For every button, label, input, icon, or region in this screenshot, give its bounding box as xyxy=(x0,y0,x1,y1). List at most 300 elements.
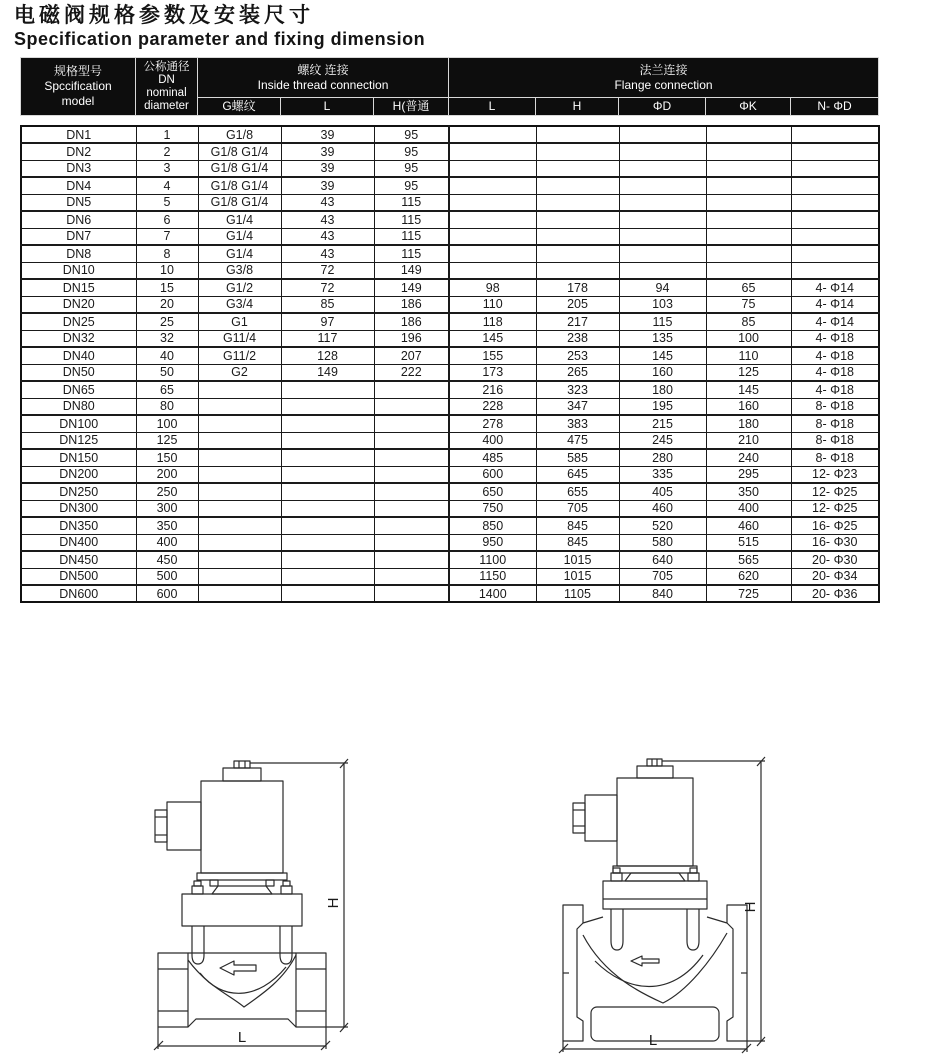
table-cell: 840 xyxy=(619,585,706,602)
table-cell: 118 xyxy=(449,313,536,330)
table-cell: DN150 xyxy=(21,449,136,466)
header-thread-l: L xyxy=(281,98,374,116)
table-cell: 195 xyxy=(619,398,706,415)
table-cell: 216 xyxy=(449,381,536,398)
table-cell: 12- Φ25 xyxy=(791,483,879,500)
table-cell xyxy=(374,381,449,398)
table-cell xyxy=(791,177,879,194)
table-cell xyxy=(706,160,791,177)
table-cell: G3/4 xyxy=(198,296,281,313)
solenoid-coil xyxy=(617,778,693,866)
table-row xyxy=(21,126,879,143)
table-cell: 160 xyxy=(619,364,706,381)
table-cell: 4- Φ18 xyxy=(791,364,879,381)
table-cell: 245 xyxy=(619,432,706,449)
flow-arrow xyxy=(631,956,659,966)
table-cell: 150 xyxy=(136,449,198,466)
table-cell: 20- Φ36 xyxy=(791,585,879,602)
table-cell: 25 xyxy=(136,313,198,330)
table-cell: 115 xyxy=(374,211,449,228)
table-cell: 16- Φ30 xyxy=(791,534,879,551)
table-cell: 125 xyxy=(136,432,198,449)
table-cell xyxy=(198,398,281,415)
table-cell: 39 xyxy=(281,126,374,143)
table-cell xyxy=(281,568,374,585)
table-row xyxy=(21,568,879,585)
table-cell: 43 xyxy=(281,194,374,211)
threaded-valve-drawing xyxy=(122,755,367,1055)
header-dn-l3: diameter xyxy=(144,99,189,112)
table-cell: 585 xyxy=(536,449,619,466)
table-cell: 110 xyxy=(706,347,791,364)
table-cell: G3/8 xyxy=(198,262,281,279)
spec-table-body xyxy=(21,126,879,602)
table-cell: 207 xyxy=(374,347,449,364)
table-cell: 16- Φ25 xyxy=(791,517,879,534)
table-cell: 135 xyxy=(619,330,706,347)
table-cell: DN25 xyxy=(21,313,136,330)
table-cell xyxy=(791,228,879,245)
table-cell: 350 xyxy=(136,517,198,534)
table-cell: 460 xyxy=(619,500,706,517)
header-model-en: Spccification xyxy=(44,79,112,94)
table-cell xyxy=(619,211,706,228)
table-cell xyxy=(706,245,791,262)
table-cell xyxy=(449,211,536,228)
page-header xyxy=(0,0,946,50)
table-cell: 15 xyxy=(136,279,198,296)
table-cell xyxy=(198,585,281,602)
table-cell: 6 xyxy=(136,211,198,228)
table-cell xyxy=(706,228,791,245)
table-cell: DN1 xyxy=(21,126,136,143)
header-flange-en: Flange connection xyxy=(614,77,713,92)
table-cell: 95 xyxy=(374,143,449,160)
table-row xyxy=(21,398,879,415)
table-cell: DN2 xyxy=(21,143,136,160)
header-flange-d: ΦD xyxy=(619,98,706,116)
table-cell: DN80 xyxy=(21,398,136,415)
table-cell xyxy=(449,194,536,211)
table-row xyxy=(21,313,879,330)
table-cell: 500 xyxy=(136,568,198,585)
table-cell: 94 xyxy=(619,279,706,296)
table-cell: 383 xyxy=(536,415,619,432)
table-row xyxy=(21,432,879,449)
table-cell: 950 xyxy=(449,534,536,551)
table-row xyxy=(21,143,879,160)
table-row xyxy=(21,483,879,500)
valve-cap xyxy=(637,766,673,778)
table-cell xyxy=(281,415,374,432)
table-cell: 186 xyxy=(374,313,449,330)
table-cell xyxy=(374,517,449,534)
header-dn-zh: 公称通径 xyxy=(143,60,190,73)
table-cell: 117 xyxy=(281,330,374,347)
table-cell: 186 xyxy=(374,296,449,313)
table-cell xyxy=(449,262,536,279)
table-cell: G1/8 xyxy=(198,126,281,143)
table-cell: G1/4 xyxy=(198,245,281,262)
table-cell: 1400 xyxy=(449,585,536,602)
table-cell: 125 xyxy=(706,364,791,381)
spec-table-header xyxy=(20,57,879,116)
table-cell: 10 xyxy=(136,262,198,279)
header-model xyxy=(21,58,136,116)
table-cell: 115 xyxy=(374,245,449,262)
table-cell: 72 xyxy=(281,262,374,279)
table-cell xyxy=(791,245,879,262)
table-cell: DN6 xyxy=(21,211,136,228)
header-dn xyxy=(136,58,198,116)
table-cell xyxy=(536,194,619,211)
table-row xyxy=(21,194,879,211)
header-flange-nd: N- ΦD xyxy=(791,98,879,116)
table-cell: 705 xyxy=(619,568,706,585)
table-cell: 4- Φ18 xyxy=(791,347,879,364)
spec-table xyxy=(20,57,878,603)
table-cell xyxy=(374,432,449,449)
table-row xyxy=(21,279,879,296)
table-cell: G1/8 G1/4 xyxy=(198,177,281,194)
header-flange-l: L xyxy=(449,98,536,116)
table-cell: DN400 xyxy=(21,534,136,551)
table-cell: 4- Φ14 xyxy=(791,313,879,330)
table-cell: 725 xyxy=(706,585,791,602)
dim-label-h: H xyxy=(325,897,342,909)
valve-top-screw xyxy=(234,761,250,768)
table-cell xyxy=(281,500,374,517)
table-cell: DN600 xyxy=(21,585,136,602)
body-bottom-chamfer xyxy=(188,1019,296,1027)
table-cell xyxy=(536,228,619,245)
table-cell xyxy=(449,228,536,245)
table-cell: 335 xyxy=(619,466,706,483)
table-cell xyxy=(374,415,449,432)
table-row xyxy=(21,466,879,483)
table-cell: 3 xyxy=(136,160,198,177)
flow-arrow xyxy=(220,961,256,975)
threaded-end-left xyxy=(158,953,188,1027)
table-cell xyxy=(374,466,449,483)
valve-drawings xyxy=(0,755,946,1055)
dim-label-h: H xyxy=(742,901,759,913)
table-cell xyxy=(281,483,374,500)
table-cell: DN125 xyxy=(21,432,136,449)
table-cell xyxy=(374,500,449,517)
table-cell xyxy=(536,262,619,279)
table-cell: 20- Φ30 xyxy=(791,551,879,568)
table-cell: 8- Φ18 xyxy=(791,432,879,449)
table-cell: DN300 xyxy=(21,500,136,517)
table-cell: 149 xyxy=(281,364,374,381)
table-row xyxy=(21,330,879,347)
table-cell: DN8 xyxy=(21,245,136,262)
header-thread-zh: 螺纹 连接 xyxy=(297,62,349,77)
table-cell: 100 xyxy=(136,415,198,432)
table-cell: 4- Φ18 xyxy=(791,330,879,347)
table-cell: 155 xyxy=(449,347,536,364)
table-cell xyxy=(198,466,281,483)
table-cell: DN200 xyxy=(21,466,136,483)
page-title-chinese: 电磁阀规格参数及安装尺寸 xyxy=(14,4,314,27)
table-cell xyxy=(791,143,879,160)
table-cell: 460 xyxy=(706,517,791,534)
table-cell: 265 xyxy=(536,364,619,381)
table-cell: 110 xyxy=(449,296,536,313)
table-cell: DN20 xyxy=(21,296,136,313)
table-cell: G1/4 xyxy=(198,228,281,245)
table-cell xyxy=(791,262,879,279)
table-cell xyxy=(791,194,879,211)
table-cell: 400 xyxy=(136,534,198,551)
table-cell: 145 xyxy=(706,381,791,398)
table-cell: 1150 xyxy=(449,568,536,585)
table-row xyxy=(21,364,879,381)
table-cell: 4 xyxy=(136,177,198,194)
table-cell xyxy=(374,585,449,602)
table-cell: 8 xyxy=(136,245,198,262)
table-cell: 217 xyxy=(536,313,619,330)
table-cell xyxy=(198,568,281,585)
table-cell xyxy=(706,211,791,228)
table-cell: DN450 xyxy=(21,551,136,568)
table-cell: 180 xyxy=(619,381,706,398)
table-cell: 115 xyxy=(374,228,449,245)
table-cell: 39 xyxy=(281,160,374,177)
table-cell: 250 xyxy=(136,483,198,500)
table-cell: 5 xyxy=(136,194,198,211)
table-cell xyxy=(374,483,449,500)
table-cell: 145 xyxy=(449,330,536,347)
table-cell: 400 xyxy=(706,500,791,517)
table-cell xyxy=(198,517,281,534)
table-cell: 845 xyxy=(536,517,619,534)
valve-bonnet xyxy=(182,894,302,926)
table-row xyxy=(21,449,879,466)
table-cell: 100 xyxy=(706,330,791,347)
table-cell xyxy=(536,160,619,177)
table-cell xyxy=(374,534,449,551)
table-cell: 645 xyxy=(536,466,619,483)
header-flange-h: H xyxy=(536,98,619,116)
table-cell: 178 xyxy=(536,279,619,296)
cable-connector xyxy=(585,795,617,841)
table-cell: 323 xyxy=(536,381,619,398)
diaphragm-curve xyxy=(188,955,296,1007)
table-cell xyxy=(449,143,536,160)
table-cell: DN32 xyxy=(21,330,136,347)
table-cell: 65 xyxy=(136,381,198,398)
table-cell: 149 xyxy=(374,262,449,279)
table-cell xyxy=(449,177,536,194)
table-cell: 580 xyxy=(619,534,706,551)
table-row xyxy=(21,517,879,534)
header-thread-h: H(普通 xyxy=(374,98,449,116)
table-cell xyxy=(536,211,619,228)
table-cell xyxy=(619,245,706,262)
table-cell xyxy=(198,432,281,449)
valve-cap xyxy=(223,768,261,781)
table-cell: 200 xyxy=(136,466,198,483)
table-cell: 280 xyxy=(619,449,706,466)
table-cell: 103 xyxy=(619,296,706,313)
table-cell: 20 xyxy=(136,296,198,313)
table-cell xyxy=(619,143,706,160)
table-cell: 850 xyxy=(449,517,536,534)
table-cell xyxy=(536,126,619,143)
table-cell: 240 xyxy=(706,449,791,466)
table-cell xyxy=(619,160,706,177)
table-row xyxy=(21,228,879,245)
table-cell: G1/8 G1/4 xyxy=(198,160,281,177)
table-cell xyxy=(619,177,706,194)
table-cell xyxy=(619,126,706,143)
table-cell xyxy=(536,245,619,262)
table-cell: DN50 xyxy=(21,364,136,381)
table-cell: 300 xyxy=(136,500,198,517)
table-cell: 115 xyxy=(619,313,706,330)
table-cell: 400 xyxy=(449,432,536,449)
table-cell: 210 xyxy=(706,432,791,449)
table-cell: 1 xyxy=(136,126,198,143)
header-thread-group xyxy=(198,58,449,98)
table-row xyxy=(21,160,879,177)
table-cell: 95 xyxy=(374,177,449,194)
valve-bonnet xyxy=(603,881,707,909)
table-cell: DN5 xyxy=(21,194,136,211)
table-row xyxy=(21,415,879,432)
table-cell: 128 xyxy=(281,347,374,364)
table-cell: 95 xyxy=(374,126,449,143)
header-thread-en: Inside thread connection xyxy=(257,77,389,92)
table-cell: 600 xyxy=(449,466,536,483)
table-cell: 43 xyxy=(281,245,374,262)
table-cell: 12- Φ23 xyxy=(791,466,879,483)
table-cell: 1015 xyxy=(536,568,619,585)
table-cell: G11/2 xyxy=(198,347,281,364)
header-flange-group xyxy=(449,58,879,98)
table-cell: 655 xyxy=(536,483,619,500)
table-cell: 97 xyxy=(281,313,374,330)
table-cell xyxy=(706,126,791,143)
cable-gland xyxy=(155,810,167,842)
table-cell xyxy=(374,449,449,466)
header-g-thread: G螺纹 xyxy=(198,98,281,116)
table-cell: DN250 xyxy=(21,483,136,500)
table-cell: 228 xyxy=(449,398,536,415)
table-cell xyxy=(791,160,879,177)
table-cell xyxy=(281,398,374,415)
table-cell: 180 xyxy=(706,415,791,432)
table-cell xyxy=(619,262,706,279)
header-dn-l1: DN xyxy=(158,73,175,86)
table-cell: 295 xyxy=(706,466,791,483)
table-cell: 98 xyxy=(449,279,536,296)
table-cell: 238 xyxy=(536,330,619,347)
table-cell: 39 xyxy=(281,177,374,194)
table-cell xyxy=(449,245,536,262)
table-cell: 20- Φ34 xyxy=(791,568,879,585)
table-cell: 1015 xyxy=(536,551,619,568)
table-cell xyxy=(791,126,879,143)
table-cell: 95 xyxy=(374,160,449,177)
table-cell: 72 xyxy=(281,279,374,296)
dim-label-l: L xyxy=(237,1029,247,1046)
solenoid-coil xyxy=(201,781,283,873)
table-cell: G2 xyxy=(198,364,281,381)
table-cell: 80 xyxy=(136,398,198,415)
table-cell xyxy=(536,177,619,194)
flanged-valve-drawing xyxy=(535,755,775,1055)
threaded-end-right xyxy=(296,953,326,1027)
table-cell: 1105 xyxy=(536,585,619,602)
table-cell xyxy=(198,415,281,432)
table-cell: 75 xyxy=(706,296,791,313)
table-cell: 845 xyxy=(536,534,619,551)
table-cell: DN350 xyxy=(21,517,136,534)
table-cell: DN10 xyxy=(21,262,136,279)
table-cell: 8- Φ18 xyxy=(791,415,879,432)
table-cell xyxy=(198,500,281,517)
table-cell: G1/4 xyxy=(198,211,281,228)
table-row xyxy=(21,296,879,313)
table-cell xyxy=(281,534,374,551)
table-row xyxy=(21,381,879,398)
table-cell: DN65 xyxy=(21,381,136,398)
table-cell: 160 xyxy=(706,398,791,415)
table-cell xyxy=(281,585,374,602)
table-cell: 39 xyxy=(281,143,374,160)
table-cell xyxy=(281,449,374,466)
table-cell xyxy=(706,194,791,211)
table-cell: 650 xyxy=(449,483,536,500)
table-cell: 4- Φ18 xyxy=(791,381,879,398)
table-cell: 32 xyxy=(136,330,198,347)
header-dn-l2: nominal xyxy=(146,86,187,99)
table-cell: 475 xyxy=(536,432,619,449)
table-cell xyxy=(281,466,374,483)
table-cell: 222 xyxy=(374,364,449,381)
table-cell xyxy=(281,551,374,568)
page-title-english: Specification parameter and fixing dimension xyxy=(14,29,426,50)
table-cell xyxy=(281,381,374,398)
table-cell: 43 xyxy=(281,211,374,228)
header-model-en2: model xyxy=(61,94,95,109)
table-cell: 173 xyxy=(449,364,536,381)
table-cell xyxy=(198,449,281,466)
table-cell: 485 xyxy=(449,449,536,466)
table-cell xyxy=(791,211,879,228)
table-cell: G11/4 xyxy=(198,330,281,347)
table-cell: 565 xyxy=(706,551,791,568)
table-cell: 2 xyxy=(136,143,198,160)
table-cell: 8- Φ18 xyxy=(791,449,879,466)
table-cell: G1 xyxy=(198,313,281,330)
valve-top-screw xyxy=(647,759,662,766)
table-cell xyxy=(374,568,449,585)
table-row xyxy=(21,262,879,279)
dim-label-l: L xyxy=(648,1032,658,1049)
table-cell: G1/8 G1/4 xyxy=(198,143,281,160)
table-cell: 12- Φ25 xyxy=(791,500,879,517)
table-cell: 7 xyxy=(136,228,198,245)
table-cell xyxy=(449,160,536,177)
table-cell xyxy=(536,143,619,160)
table-cell xyxy=(374,398,449,415)
table-cell: 4- Φ14 xyxy=(791,296,879,313)
table-row xyxy=(21,500,879,517)
